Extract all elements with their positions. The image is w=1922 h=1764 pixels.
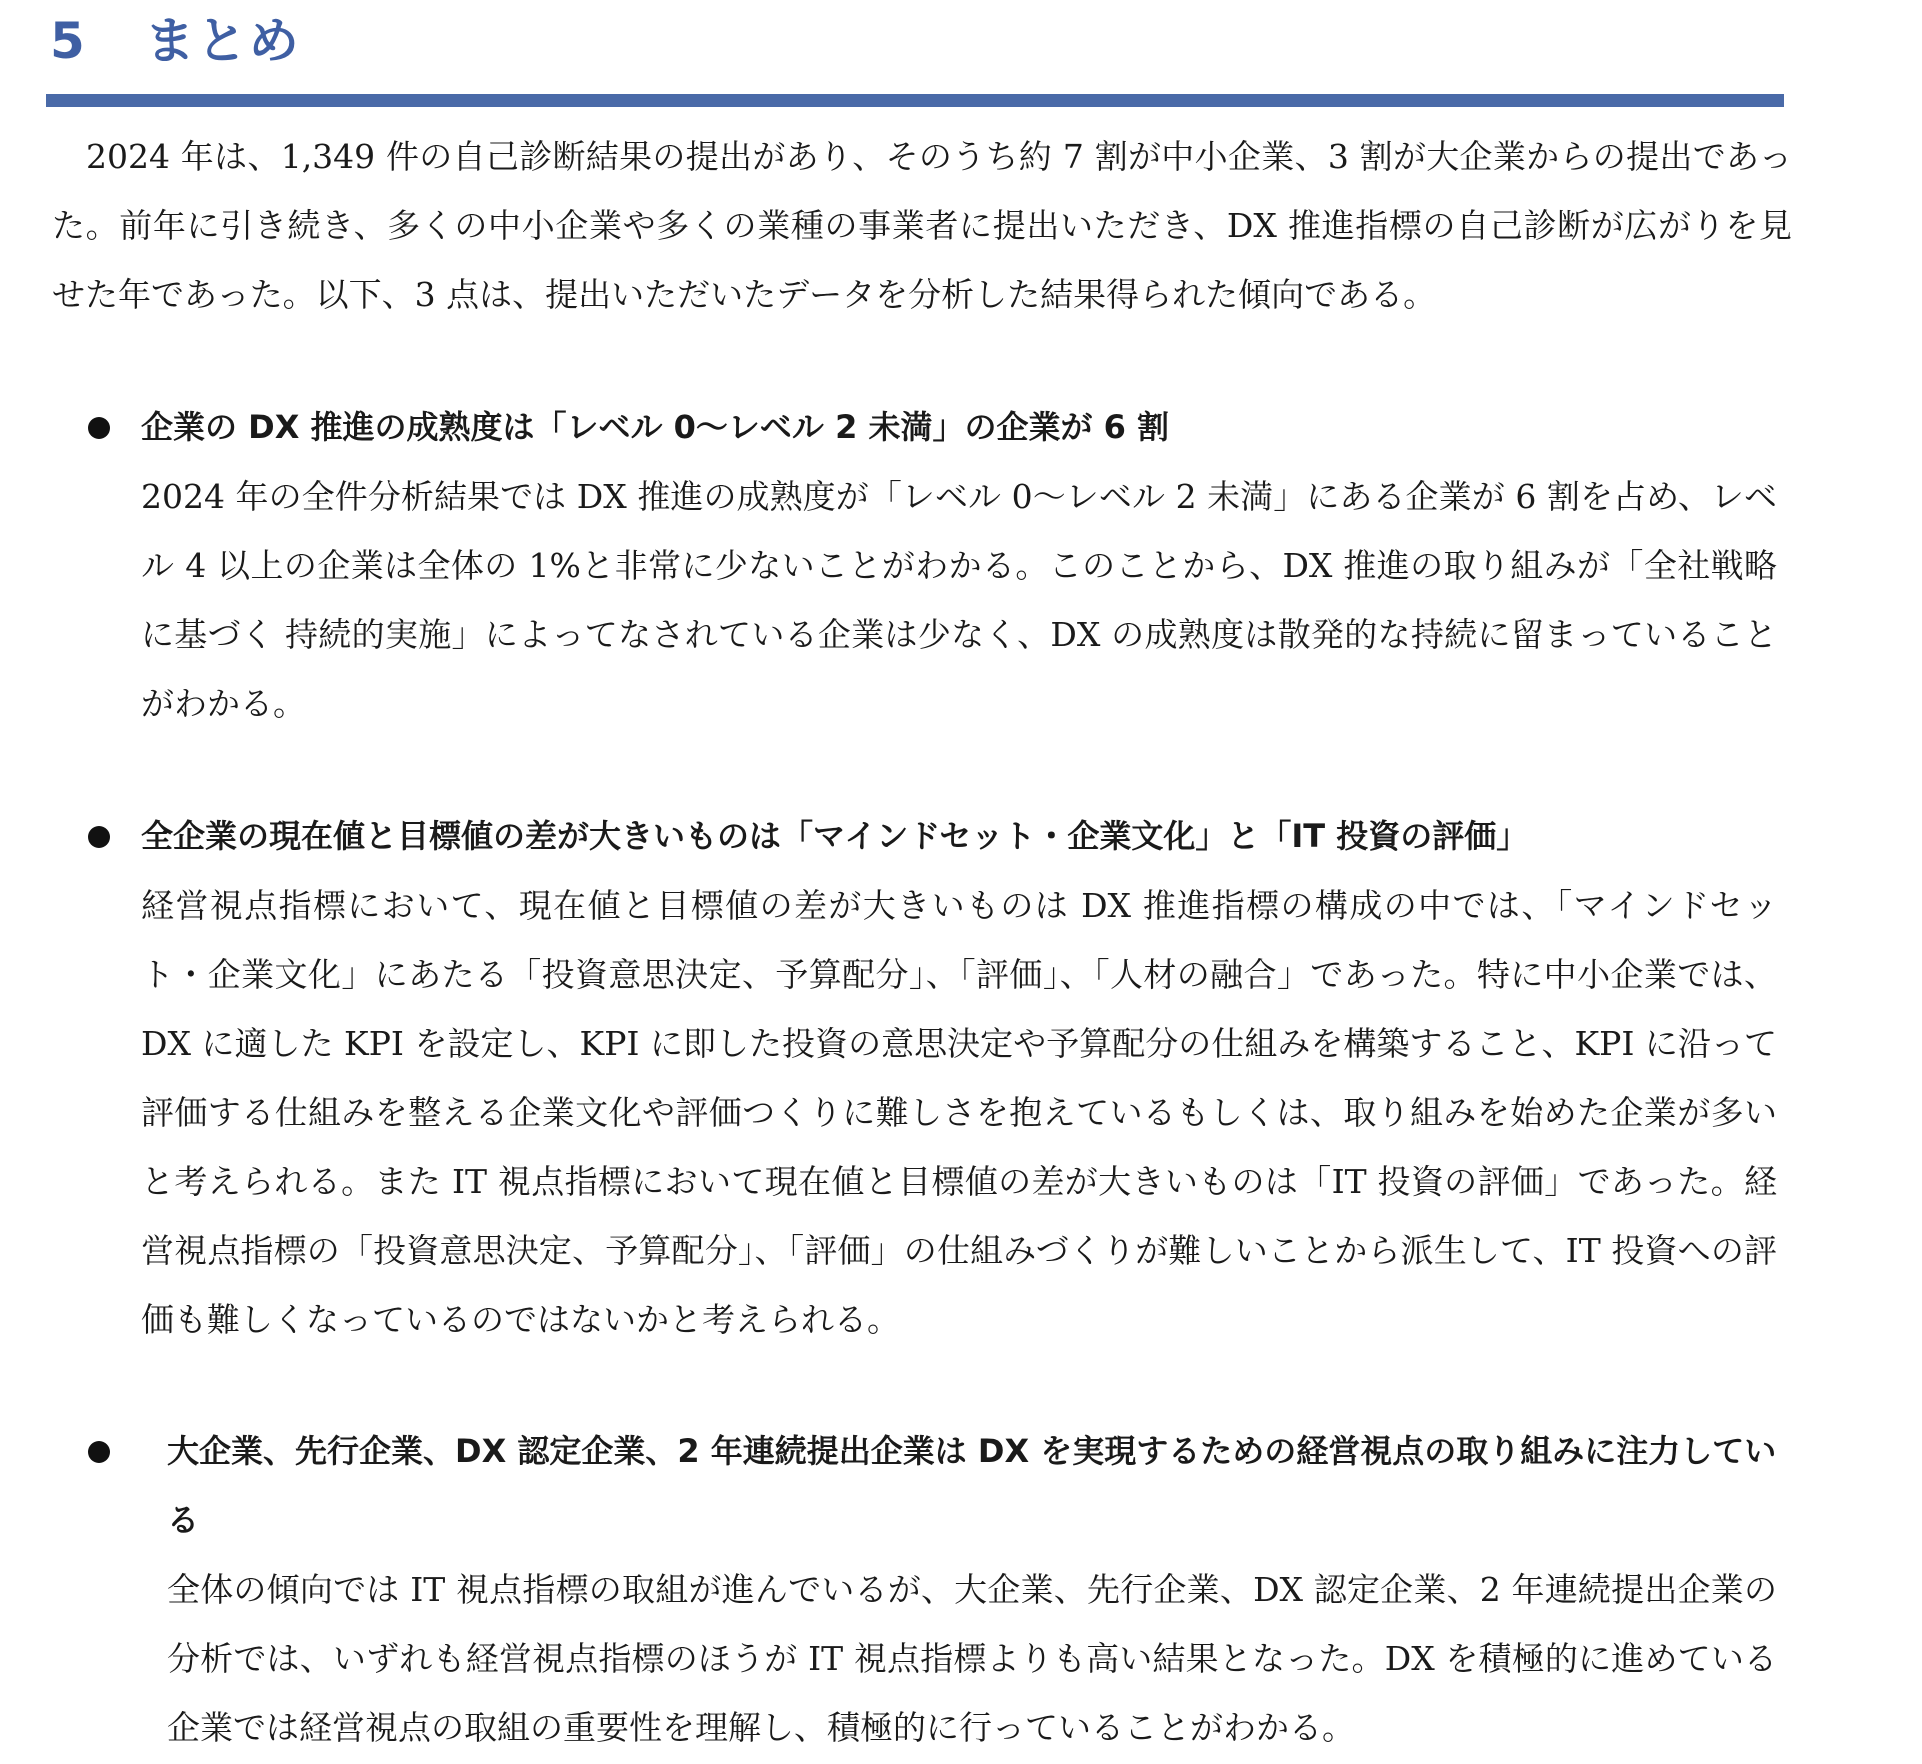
bullet-icon [88,1441,110,1463]
point-body: 全体の傾向では IT 視点指標の取組が進んでいるが、大企業、先行企業、DX 認定企業、2 年連続提出企業の分析では、いずれも経営視点指標のほうが IT 視点指標よりも高い結果となった。DX を積極的に進めている企業では経営視点の取組の重要性を理解し、積極的に行っていることがわかる。 [167,1570,1777,1747]
point-body: 経営視点指標において、現在値と目標値の差が大きいものは DX 推進指標の構成の中では、「マインドセット・企業文化」にあたる「投資意思決定、予算配分」、「評価」、「人材の融合」であった。特に中小企業では、DX に適した KPI を設定し、KPI に即した投資の意思決定や予算配分の仕組みを構築すること、KPI に沿って評価する仕組みを整える企業文化や評価つくりに難しさを抱えているもしくは、取り組みを始めた企業が多いと考えられる。また IT 視点指標において現在値と目標値の差が大きいものは「IT 投資の評価」であった。経営視点指標の「投資意思決定、予算配分」、「評価」の仕組みづくりが難しいことから派生して、IT 投資への評価も難しくなっているのではないかと考えられる。 [141,886,1778,1339]
point-title: 企業の DX 推進の成熟度は「レベル 0～レベル 2 未満」の企業が 6 割 [141,408,1170,446]
summary-point-3 [88,1417,1777,1762]
intro-paragraph: 2024 年は、1,349 件の自己診断結果の提出があり、そのうち約 7 割が中小企業、3 割が大企業からの提出であった。前年に引き続き、多くの中小企業や多くの業種の事業者に提出いただき、DX 推進指標の自己診断が広がりを見せた年であった。以下、3 点は、提出いただいたデータを分析した結果得られた傾向である。 [52,137,1792,314]
summary-point-2 [88,802,1777,1354]
summary-point-1 [88,393,1777,738]
section-title: まとめ [144,12,301,70]
section-heading [50,6,301,76]
bullet-icon [88,417,110,439]
section-number: 5 [50,12,87,70]
point-title: 全企業の現在値と目標値の差が大きいものは「マインドセット・企業文化」と「IT 投資の評価」 [141,817,1529,855]
bullet-icon [88,826,110,848]
heading-rule [46,94,1784,107]
point-body: 2024 年の全件分析結果では DX 推進の成熟度が「レベル 0～レベル 2 未満」にある企業が 6 割を占め、レベル 4 以上の企業は全体の 1%と非常に少ないことがわかる。このことから、DX 推進の取り組みが「全社戦略に基づく 持続的実施」によってなされている企業は少なく、DX の成熟度は散発的な持続に留まっていることがわかる。 [141,477,1777,723]
point-title: 大企業、先行企業、DX 認定企業、2 年連続提出企業は DX を実現するための経営視点の取り組みに注力している [167,1432,1777,1539]
